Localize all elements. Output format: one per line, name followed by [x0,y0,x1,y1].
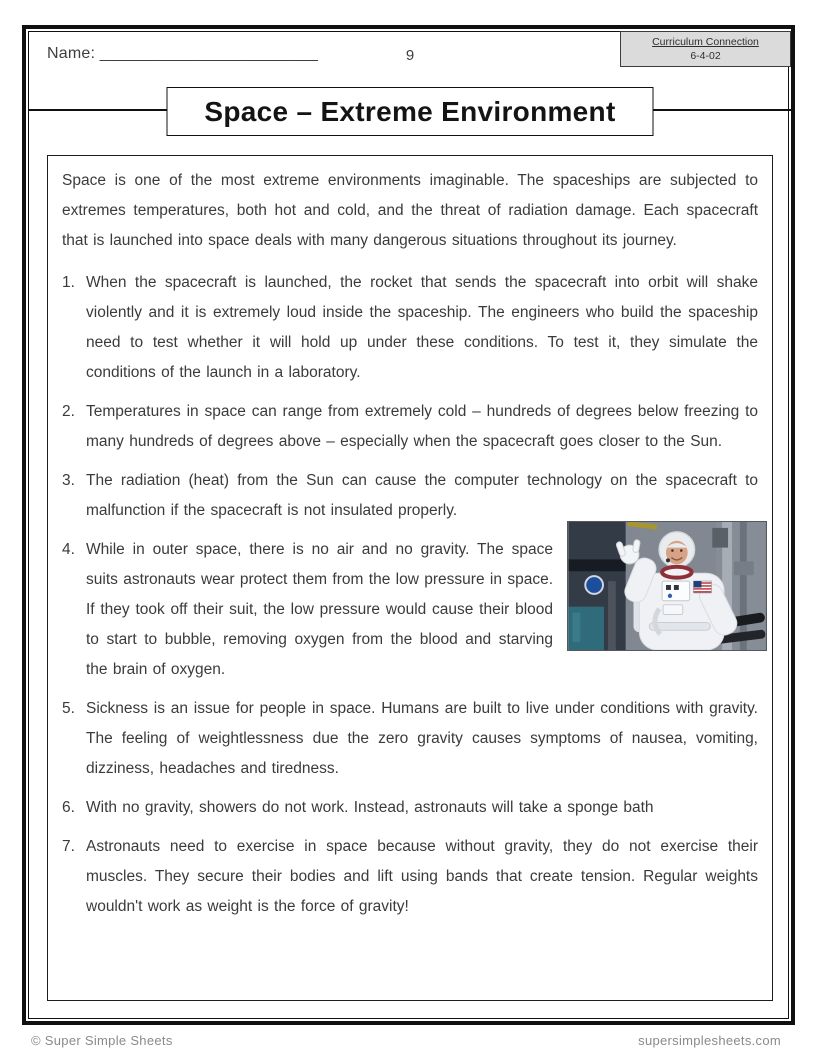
list-number: 4. [62,541,75,558]
list-text: Astronauts need to exercise in space because without gravity, they do not exercise their muscles. They secure their bodies and lift using bands that create tension. Regular weights wouldn't work as weight is the force of gravity! [86,838,758,915]
footer-website: supersimplesheets.com [638,1033,781,1048]
list-item-4 [62,535,758,685]
list-number: 3. [62,472,75,489]
curriculum-connection-title: Curriculum Connection [652,36,759,48]
list-text: Sickness is an issue for people in space. Humans are built to live under conditions with gravity. The feeling of weightlessness due the zero gravity causes symptoms of nausea, vomiting, dizziness, headaches and tiredness. [86,700,758,777]
title-box [167,87,654,136]
list-number: 5. [62,700,75,717]
list-number: 1. [62,274,75,291]
curriculum-connection-box [620,31,791,67]
list-item-2 [62,397,758,457]
page-number: 9 [405,47,415,64]
curriculum-connection-code: 6-4-02 [690,50,721,62]
content-box [47,155,773,1001]
list-item-1 [62,268,758,388]
list-text: Temperatures in space can range from extremely cold – hundreds of degrees below freezing to many hundreds of degrees above – especially when the spacecraft goes closer to the Sun. [86,403,758,450]
list-item-6 [62,793,758,823]
list-number: 2. [62,403,75,420]
list-item-5 [62,694,758,784]
list-item-3 [62,466,758,526]
astronaut-photo [567,521,767,651]
intro-paragraph: Space is one of the most extreme environments imaginable. The spaceships are subjected to extremes temperatures, both hot and cold, and the threat of radiation damage. Each spacecraft that is launched into space deals with many dangerous situations throughout its journey. [62,172,758,249]
list-text: While in outer space, there is no air and no gravity. The space suits astronauts wear protect them from the low pressure in space. If they took off their suit, the low pressure would cause their blood to start to bubble, removing oxygen from the blood and starving the brain of oxygen. [86,541,553,678]
list-text: With no gravity, showers do not work. Instead, astronauts will take a sponge bath [86,799,654,816]
list-text: The radiation (heat) from the Sun can cause the computer technology on the spacecraft to malfunction if the spacecraft is not insulated properly. [86,472,758,519]
list-text: When the spacecraft is launched, the rocket that sends the spacecraft into orbit will shake violently and it is extremely loud inside the spaceship. The engineers who build the spaceship need to test whether it will hold up under these conditions. To test it, they simulate the conditions of the launch in a laboratory. [86,274,758,381]
name-blank-line[interactable]: ________________________ [99,45,319,62]
astronaut-photo-illustration [568,522,766,650]
footer-copyright: © Super Simple Sheets [31,1033,173,1048]
list-item-7 [62,832,758,922]
list-number: 7. [62,838,75,855]
name-label: Name: [47,45,96,62]
list-number: 6. [62,799,75,816]
page-title: Space – Extreme Environment [204,95,616,127]
